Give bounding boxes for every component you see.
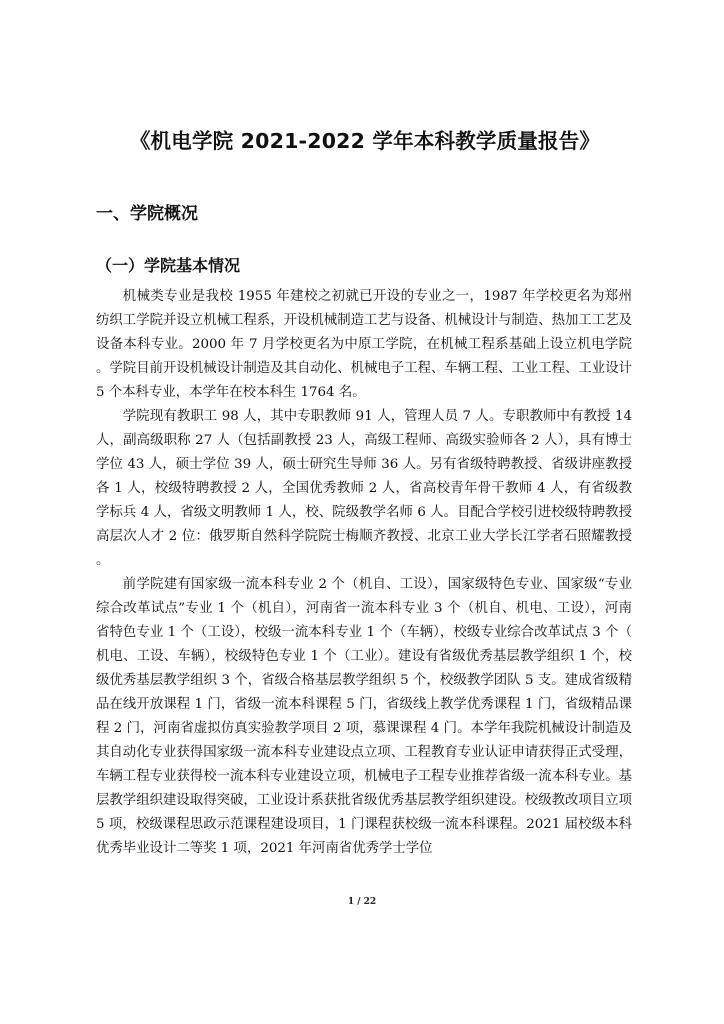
paragraph-faculty: 学院现有教职工 98 人，其中专职教师 91 人，管理人员 7 人。专职教师中有教授 14 人，副高级职称 27 人（包括副教授 23 人，高级工程师、高级实验师各 2 人），具有博士学位 43 人，硕士学位 39 人，硕士研究生导师 36 人。另有省级特聘教授、省级讲座教授各 1 人，校级特聘教授 2 人，全国优秀教师 2 人，省高校青年骨干教师 4 人，有省级教学标兵 4 人，省级文明教师 1 人，校、院级教学名师 6 人。目配合学校引进校级特聘教授高层次人才 2 位：俄罗斯自然科学院院士梅顺齐教授、北京工业大学长江学者石照耀教授。 <box>96 409 632 568</box>
paragraph-programs: 前学院建有国家级一流本科专业 2 个（机自、工设），国家级特色专业、国家级“专业综合改革试点”专业 1 个（机自），河南省一流本科专业 3 个（机自、机电、工设），河南省特色专业 1 个（工设），校级一流本科专业 1 个（车辆），校级专业综合改革试点 3 个（机电、工设、车辆），校级特色专业 1 个（工业）。建设有省级优秀基层教学组织 1 个，校级优秀基层教学组织 3 个，省级合格基层教学组织 5 个，校级教学团队 5 支。建成省级精品在线开放课程 1 门，省级一流本科课程 5 门，省级线上教学优秀课程 1 门，省级精品课程 2 门，河南省虚拟仿真实验教学项目 2 项，慕课课程 4 门。本学年我院机械设计制造及其自动化专业获得国家级一流本科专业建设点立项、工程教育专业认证申请获得正式受理，车辆工程专业获得校一流本科专业建设立项，机械电子工程专业推荐省级一流本科专业。基层教学组织建设取得突破，工业设计系获批省级优秀基层教学组织建设。校级教改项目立项 5 项，校级课程思政示范课程建设项目，1 门课程获校级一流本科课程。2021 届校级本科优秀毕业设计二等奖 1 项，2021 年河南省优秀学士学位 <box>96 577 632 856</box>
paragraph-history: 机械类专业是我校 1955 年建校之初就已开设的专业之一，1987 年学校更名为郑州纺织工学院并设立机械工程系，开设机械制造工艺与设备、机械设计与制造、热加工工艺及设备本科专业。2000 年 7 月学校更名为中原工学院，在机械工程系基础上设立机电学院。学院目前开设机械设计制造及其自动化、机械电子工程、车辆工程、工业工程、工业设计 5 个本科专业，本学年在校本科生 1764 名。 <box>96 289 632 400</box>
body-text <box>96 285 632 861</box>
section-heading: 一、学院概况 <box>96 204 198 224</box>
subsection-heading: （一）学院基本情况 <box>96 256 241 275</box>
page-number: 1 / 22 <box>347 897 377 907</box>
document-title: 《机电学院 2021-2022 学年本科教学质量报告》 <box>129 129 601 153</box>
